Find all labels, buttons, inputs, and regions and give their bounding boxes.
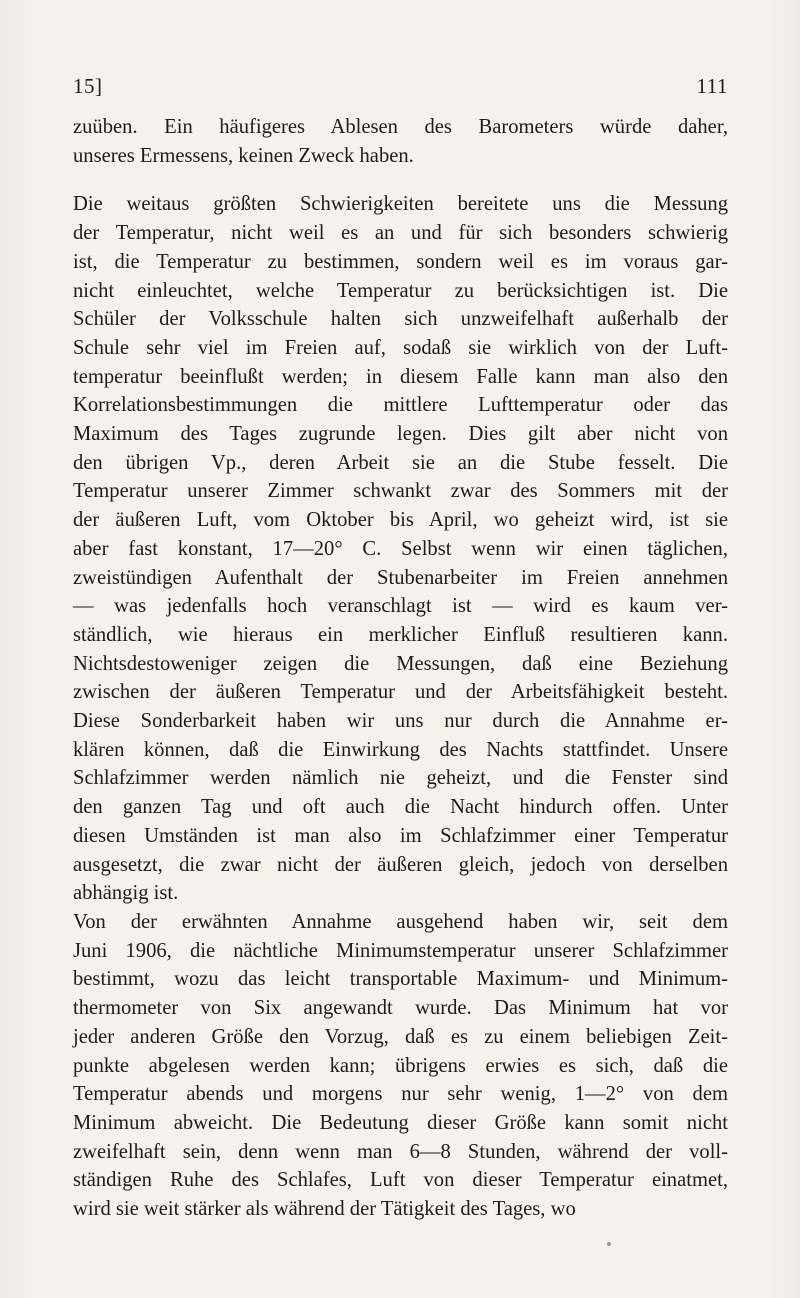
text-line: Temperatur abends und morgens nur sehr wenig, 1—2° von dem (73, 1083, 728, 1106)
text-line: punkte abgelesen werden kann; übrigens erwies es sich, daß die (73, 1054, 728, 1077)
text-line: Schüler der Volksschule halten sich unzweifelhaft außerhalb der (73, 308, 728, 331)
paragraph (73, 190, 728, 908)
text-line: Schlafzimmer werden nämlich nie geheizt, und die Fenster sind (73, 767, 728, 790)
text-line: zwischen der äußeren Temperatur und der Arbeitsfähigkeit besteht. (73, 681, 728, 704)
text-line: wird sie weit stärker als während der Tätigkeit des Tages, wo (73, 1198, 576, 1221)
text-line: ständigen Ruhe des Schlafes, Luft von dieser Temperatur einatmet, (73, 1169, 728, 1192)
text-line: nicht einleuchtet, welche Temperatur zu berücksichtigen ist. Die (73, 279, 728, 302)
paper-speck (607, 1242, 611, 1246)
paragraph (73, 113, 728, 170)
section-marker: 15] (73, 74, 103, 98)
text-line: Korrelationsbestimmungen die mittlere Lufttemperatur oder das (73, 394, 728, 417)
text-line: zweistündigen Aufenthalt der Stubenarbeiter im Freien annehmen (73, 566, 728, 589)
text-line: Schule sehr viel im Freien auf, sodaß sie wirklich von der Luft- (73, 336, 728, 359)
text-line: diesen Umständen ist man also im Schlafzimmer einer Temperatur (73, 824, 728, 847)
paragraph (73, 908, 728, 1224)
text-line: Die weitaus größten Schwierigkeiten bereitete uns die Messung (73, 193, 728, 216)
text-line: aber fast konstant, 17—20° C. Selbst wenn wir einen täglichen, (73, 537, 728, 560)
text-line: abhängig ist. (73, 882, 179, 905)
text-line: jeder anderen Größe den Vorzug, daß es zu einem beliebigen Zeit- (73, 1025, 728, 1048)
text-line: der äußeren Luft, vom Oktober bis April, wo geheizt wird, ist sie (73, 509, 728, 532)
body-text (73, 113, 728, 1224)
text-line: zuüben. Ein häufigeres Ablesen des Barometers würde daher, (73, 116, 728, 138)
text-line: zweifelhaft sein, denn wenn man 6—8 Stunden, während der voll- (73, 1140, 728, 1163)
text-line: Von der erwähnten Annahme ausgehend haben wir, seit dem (73, 910, 728, 933)
paragraph-gap (73, 170, 728, 190)
text-line: Juni 1906, die nächtliche Minimumstemperatur unserer Schlafzimmer (73, 939, 728, 962)
running-header (73, 74, 728, 104)
text-line: Maximum des Tages zugrunde legen. Dies gilt aber nicht von (73, 423, 728, 446)
text-line: temperatur beeinflußt werden; in diesem Falle kann man also den (73, 365, 728, 388)
text-line: thermometer von Six angewandt wurde. Das Minimum hat vor (73, 997, 728, 1020)
text-line: unseres Ermessens, keinen Zweck haben. (73, 144, 414, 167)
text-line: Diese Sonderbarkeit haben wir uns nur durch die Annahme er- (73, 710, 728, 733)
text-line: den übrigen Vp., deren Arbeit sie an die Stube fesselt. Die (73, 451, 728, 474)
text-line: Temperatur unserer Zimmer schwankt zwar des Sommers mit der (73, 480, 728, 503)
text-line: Minimum abweicht. Die Bedeutung dieser Größe kann somit nicht (73, 1111, 728, 1134)
text-line: klären können, daß die Einwirkung des Nachts stattfindet. Unsere (73, 738, 728, 761)
text-line: bestimmt, wozu das leicht transportable Maximum- und Minimum- (73, 968, 728, 991)
text-line: Nichtsdestoweniger zeigen die Messungen, daß eine Beziehung (73, 652, 728, 675)
page-number: 111 (696, 74, 728, 98)
text-line: — was jedenfalls hoch veranschlagt ist — wird es kaum ver- (73, 595, 728, 618)
text-line: ausgesetzt, die zwar nicht der äußeren gleich, jedoch von derselben (73, 853, 728, 876)
text-line: ständlich, wie hieraus ein merklicher Einfluß resultieren kann. (73, 623, 728, 646)
text-line: der Temperatur, nicht weil es an und für sich besonders schwierig (73, 222, 728, 245)
text-line: ist, die Temperatur zu bestimmen, sondern weil es im voraus gar- (73, 250, 728, 273)
text-line: den ganzen Tag und oft auch die Nacht hindurch offen. Unter (73, 796, 728, 819)
